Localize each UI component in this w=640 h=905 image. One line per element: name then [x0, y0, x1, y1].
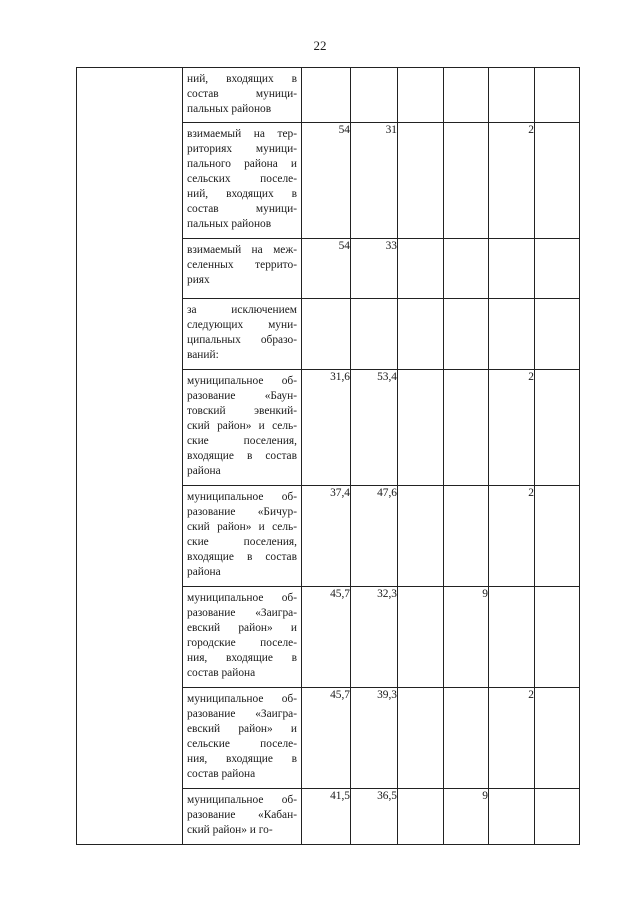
- description-line: ния, входящие в: [187, 753, 297, 765]
- value-cell: [302, 68, 351, 123]
- value-cell: [398, 299, 444, 370]
- description-line: ский район» и сель-: [187, 420, 297, 432]
- value-cell: 9: [444, 789, 489, 845]
- value-cell: 31: [351, 123, 398, 239]
- description-line: состав района: [187, 768, 256, 780]
- value-cell: 36,5: [351, 789, 398, 845]
- description-line: района: [187, 465, 221, 477]
- value-cell: [444, 370, 489, 486]
- description-line: ские поселения,: [187, 536, 297, 548]
- value-cell: [398, 789, 444, 845]
- empty-cell: [77, 486, 183, 587]
- description-line: разование «Заигра-: [187, 607, 297, 619]
- value-cell: [351, 68, 398, 123]
- value-cell: [535, 68, 580, 123]
- description-line: сельских поселе-: [187, 173, 297, 185]
- value-cell: [535, 789, 580, 845]
- value-cell: [489, 789, 535, 845]
- value-cell: 2: [489, 123, 535, 239]
- empty-cell: [77, 239, 183, 299]
- description-cell: [183, 370, 302, 486]
- value-cell: 2: [489, 486, 535, 587]
- description-line: евский район» и: [187, 622, 297, 634]
- empty-cell: [77, 789, 183, 845]
- description-line: разование «Заигра-: [187, 708, 297, 720]
- value-cell: [535, 299, 580, 370]
- empty-cell: [77, 123, 183, 239]
- empty-cell: [77, 68, 183, 123]
- value-cell: [444, 123, 489, 239]
- value-cell: 32,3: [351, 587, 398, 688]
- value-cell: [398, 370, 444, 486]
- value-cell: 47,6: [351, 486, 398, 587]
- table-row: [77, 123, 580, 239]
- value-cell: 2: [489, 688, 535, 789]
- value-cell: [398, 688, 444, 789]
- value-cell: [535, 587, 580, 688]
- table-row: [77, 299, 580, 370]
- page-number: 22: [313, 38, 327, 53]
- value-cell: [398, 123, 444, 239]
- table-row: [77, 486, 580, 587]
- value-cell: [444, 239, 489, 299]
- description-line: товский эвенкий-: [187, 405, 297, 417]
- empty-cell: [77, 688, 183, 789]
- description-line: ский район» и го-: [187, 824, 273, 836]
- description-line: евский район» и: [187, 723, 297, 735]
- value-cell: 45,7: [302, 688, 351, 789]
- description-line: разование «Кабан-: [187, 809, 297, 821]
- tax-distribution-table: [76, 67, 580, 845]
- value-cell: 53,4: [351, 370, 398, 486]
- description-cell: [183, 789, 302, 845]
- value-cell: [444, 68, 489, 123]
- value-cell: 54: [302, 239, 351, 299]
- value-cell: 39,3: [351, 688, 398, 789]
- description-line: разование «Бичур-: [187, 506, 297, 518]
- description-line: селенных террито-: [187, 259, 297, 271]
- table-row: [77, 688, 580, 789]
- value-cell: 37,4: [302, 486, 351, 587]
- table-body: [77, 68, 580, 845]
- description-line: пальных районов: [187, 103, 272, 115]
- value-cell: [535, 486, 580, 587]
- empty-cell: [77, 299, 183, 370]
- description-line: городские поселе-: [187, 637, 297, 649]
- description-line: риториях муници-: [187, 143, 297, 155]
- description-cell: [183, 587, 302, 688]
- description-line: входящие в состав: [187, 551, 297, 563]
- description-line: разование «Баун-: [187, 390, 297, 402]
- value-cell: [535, 123, 580, 239]
- description-line: за исключением: [187, 304, 297, 316]
- value-cell: [444, 299, 489, 370]
- description-line: ские поселения,: [187, 435, 297, 447]
- description-line: муниципальное об-: [187, 794, 297, 806]
- value-cell: [398, 587, 444, 688]
- value-cell: [444, 486, 489, 587]
- description-cell: [183, 688, 302, 789]
- value-cell: 41,5: [302, 789, 351, 845]
- value-cell: [489, 299, 535, 370]
- value-cell: [535, 370, 580, 486]
- value-cell: 45,7: [302, 587, 351, 688]
- value-cell: [302, 299, 351, 370]
- description-line: ния, входящие в: [187, 652, 297, 664]
- value-cell: 54: [302, 123, 351, 239]
- table-row: [77, 789, 580, 845]
- value-cell: [351, 299, 398, 370]
- value-cell: [535, 239, 580, 299]
- description-line: пальных районов: [187, 218, 272, 230]
- value-cell: 31,6: [302, 370, 351, 486]
- table-row: [77, 239, 580, 299]
- description-line: муниципальное об-: [187, 375, 297, 387]
- value-cell: [444, 688, 489, 789]
- description-line: ний, входящих в: [187, 73, 297, 85]
- description-cell: [183, 486, 302, 587]
- description-line: пального района и: [187, 158, 297, 170]
- description-line: ский район» и сель-: [187, 521, 297, 533]
- description-cell: [183, 299, 302, 370]
- value-cell: 33: [351, 239, 398, 299]
- value-cell: [489, 587, 535, 688]
- description-line: муниципальное об-: [187, 491, 297, 503]
- description-line: входящие в состав: [187, 450, 297, 462]
- description-line: района: [187, 566, 221, 578]
- value-cell: [398, 486, 444, 587]
- description-line: взимаемый на меж-: [187, 244, 297, 256]
- value-cell: 9: [444, 587, 489, 688]
- description-line: ваний:: [187, 349, 219, 361]
- description-line: состав муници-: [187, 203, 297, 215]
- description-line: состав муници-: [187, 88, 297, 100]
- empty-cell: [77, 370, 183, 486]
- description-line: риях: [187, 274, 210, 286]
- value-cell: 2: [489, 370, 535, 486]
- description-line: взимаемый на тер-: [187, 128, 297, 140]
- description-line: муниципальное об-: [187, 693, 297, 705]
- description-line: ний, входящих в: [187, 188, 297, 200]
- description-line: следующих муни-: [187, 319, 297, 331]
- value-cell: [489, 68, 535, 123]
- table-row: [77, 587, 580, 688]
- value-cell: [398, 239, 444, 299]
- empty-cell: [77, 587, 183, 688]
- value-cell: [535, 688, 580, 789]
- description-cell: [183, 123, 302, 239]
- value-cell: [398, 68, 444, 123]
- description-line: состав района: [187, 667, 256, 679]
- table-row: [77, 68, 580, 123]
- description-line: муниципальное об-: [187, 592, 297, 604]
- value-cell: [489, 239, 535, 299]
- description-line: сельские поселе-: [187, 738, 297, 750]
- description-cell: [183, 239, 302, 299]
- description-cell: [183, 68, 302, 123]
- description-line: ципальных образо-: [187, 334, 297, 346]
- table-row: [77, 370, 580, 486]
